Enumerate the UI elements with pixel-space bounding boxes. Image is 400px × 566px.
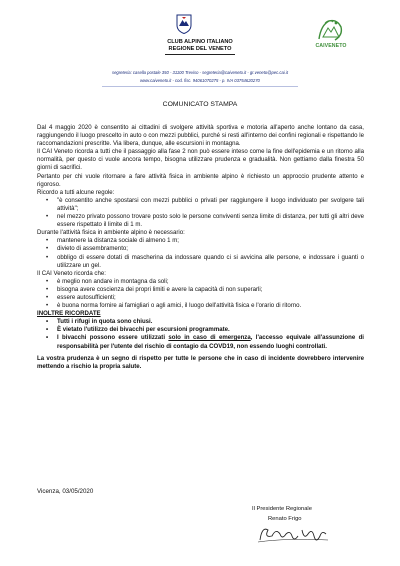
list-item: • È vietato l'utilizzo dei bivacchi per escursioni programmate. bbox=[57, 326, 364, 334]
list-item: • è meglio non andare in montagna da soli; bbox=[57, 278, 364, 286]
list-item: • essere autosufficienti; bbox=[57, 294, 364, 302]
during-intro: Durante l'attività fisica in ambiente alpino è necessario: bbox=[37, 229, 185, 237]
handwritten-signature-icon bbox=[256, 518, 334, 548]
inoltre-heading: INOLTRE RICORDATE bbox=[37, 310, 101, 318]
signatory-role: Il Presidente Regionale bbox=[252, 506, 312, 512]
reminds-intro: Il CAI Veneto ricorda che: bbox=[37, 269, 106, 277]
paragraph: Pertanto per chi vuole ritornare a fare attività fisica in ambiente alpino è richiesto un approccio prudente attento e rigoroso. bbox=[37, 172, 364, 188]
during-list bbox=[37, 237, 364, 269]
list-item: • bisogna avere coscienza dei propri limiti e avere la capacità di non superarli; bbox=[57, 286, 364, 294]
brand-name: CAIVENETO bbox=[315, 43, 347, 49]
closing-paragraph: La vostra prudenza è un segno di rispetto per tutte le persone che in caso di incidente dovrebbero intervenire mettendo a rischio la propria salute. bbox=[37, 354, 364, 370]
document-date: Vicenza, 03/05/2020 bbox=[37, 488, 94, 495]
rules-intro: Ricordo a tutti alcune regole: bbox=[37, 188, 115, 196]
reminds-list bbox=[37, 278, 364, 310]
list-item bbox=[57, 334, 364, 350]
signatory-name: Renato Frigo bbox=[268, 516, 302, 522]
contacts-line: segreteria: casella postale 350 - 31100 Treviso - segreteria@caiveneto.it - gr.veneto@pec.cai.it bbox=[111, 70, 288, 75]
header-divider bbox=[165, 54, 235, 55]
paragraph: Dal 4 maggio 2020 è consentito ai cittadini di svolgere attività sportiva e motoria all'aperto anche lontano da casa, raggiungendo il luogo prescelto in auto o con mezzi pubblici, purché si resti all'interno dei confini regionali e rispettando le raccomandazioni prescritte. Via libera, dunque, alle escursioni in montagna. bbox=[37, 124, 364, 148]
paragraph: Il CAI Veneto ricorda a tutti che il passaggio alla fase 2 non può essere inteso come la fine dell'epidemia e un ritorno alla normalità, per questo ci vuole ancora tempo, bisogna utilizzare prudenza e gradualità. Non gettiamo dalla finestra 50 giorni di sacrifici. bbox=[37, 148, 364, 172]
cai-emblem-icon bbox=[176, 14, 192, 34]
bivacchi-emergency: solo in caso di emergenza bbox=[168, 334, 251, 342]
bivacchi-text-a: I bivacchi possono essere utilizzati bbox=[57, 334, 169, 342]
bivacchi-text-b: , l'accesso equivale all'assunzione di responsabilità per l'utente del rischio di contagio da COVD19, non essendo luoghi controllati. bbox=[57, 334, 364, 350]
document-title: COMUNICATO STAMPA bbox=[162, 101, 238, 108]
list-item: • nel mezzo privato possono trovare posto solo le persone conviventi senza limite di distanza, per tutti gli altri deve essere rispettato il limite di 1 m. bbox=[57, 213, 364, 229]
inoltre-list bbox=[37, 318, 364, 350]
org-region: REGIONE DEL VENETO bbox=[168, 46, 232, 52]
list-item: • obbligo di essere dotati di mascherina da indossare quando ci si avvicina alle persone, e indossare i guanti o utilizzare un gel. bbox=[57, 254, 364, 270]
list-item: • mantenere la distanza sociale di almeno 1 m; bbox=[57, 237, 364, 245]
tax-info-line: www.caiveneto.it - cod. fisc. 94061070275 - p. IVA 03754620270 bbox=[140, 78, 260, 83]
list-item: • è buona norma fornire ai famigliari o agli amici, il luogo dell'attività fisica e l'orario di ritorno. bbox=[57, 302, 364, 310]
list-item: • "è consentito anche spostarsi con mezzi pubblici o privati per raggiungere il luogo individuato per svolgere tali attività"; bbox=[57, 197, 364, 213]
rules-list bbox=[37, 197, 364, 229]
document-body bbox=[37, 124, 364, 371]
contacts-divider bbox=[102, 86, 298, 87]
list-item: • divieto di assembramento; bbox=[57, 245, 364, 253]
cai-veneto-logo-icon bbox=[315, 17, 345, 43]
list-item: • Tutti i rifugi in quota sono chiusi. bbox=[57, 318, 364, 326]
org-name: CLUB ALPINO ITALIANO bbox=[167, 39, 233, 45]
